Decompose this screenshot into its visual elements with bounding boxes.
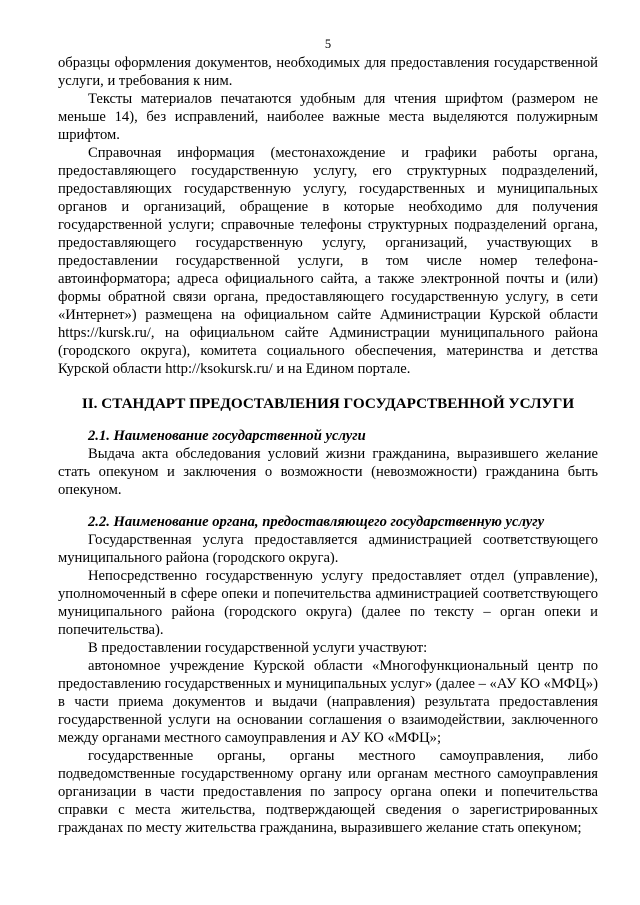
subsection-title-2-1: 2.1. Наименование государственной услуги: [88, 428, 366, 444]
paragraph-font-requirements: Тексты материалов печатаются удобным для чтения шрифтом (размером не меньше 14), без исправлений, наиболее важные места выделяются полужирным шрифтом.: [58, 91, 598, 143]
paragraph-continuation: образцы оформления документов, необходимых для предоставления государственной услуги, и требования к ним.: [58, 55, 598, 89]
paragraph-direct-provider: Непосредственно государственную услугу предоставляет отдел (управление), уполномоченный в сфере опеки и попечительства администрацией соответствующего муниципального района (городского округа) (далее по тексту – орган опеки и попечительства).: [58, 568, 598, 638]
page-number: 5: [324, 37, 332, 51]
subsection-title-2-2: 2.2. Наименование органа, предоставляющего государственную услугу: [88, 514, 545, 530]
paragraph-participants-intro: В предоставлении государственной услуги участвуют:: [88, 640, 428, 656]
paragraph-mfc: автономное учреждение Курской области «Многофункциональный центр по предоставлению государственных и муниципальных услуг» (далее – «АУ КО «МФЦ») в части приема документов и выдачи (направления) результата предоставления государственной услуги на основании соглашения о взаимодействии, заключенного между органами местного самоуправления и АУ КО «МФЦ»;: [58, 658, 598, 746]
paragraph-state-bodies: государственные органы, органы местного самоуправления, либо подведомственные государственному органу или органам местного самоуправления организации в части предоставления по запросу органа опеки и попечительства справки с места жительства, подтверждающей сведения о зарегистрированных гражданах по месту жительства гражданина, выразившего желание стать опекуном;: [58, 748, 598, 836]
paragraph-provider: Государственная услуга предоставляется администрацией соответствующего муниципального района (городского округа).: [58, 532, 598, 566]
spacer: [58, 499, 598, 513]
paragraph-service-name: Выдача акта обследования условий жизни гражданина, выразившего желание стать опекуном и заключения о возможности (невозможности) гражданина быть опекуном.: [58, 446, 598, 498]
paragraph-reference-info: Справочная информация (местонахождение и графики работы органа, предоставляющего государственную услугу, его структурных подразделений, предоставляющих государственную услугу, государственных и муниципальных органов и организаций, обращение в которые необходимо для получения государственной услуги; справочные телефоны структурных подразделений органа, предоставляющего государственную услугу, организаций, участвующих в предоставлении государственной услуги, в том числе номер телефона-автоинформатора; адреса официального сайта, а также электронной почты и (или) формы обратной связи органа, предоставляющего государственную услугу, в сети «Интернет») размещена на официальном сайте Администрации Курской области https://kursk.ru/, на официальном сайте Администрации муниципального района (городского округа), комитета социального обеспечения, материнства и детства Курской области http://ksokursk.ru/ и на Едином портале.: [58, 145, 598, 377]
section-title: II. СТАНДАРТ ПРЕДОСТАВЛЕНИЯ ГОСУДАРСТВЕННОЙ УСЛУГИ: [81, 395, 575, 412]
